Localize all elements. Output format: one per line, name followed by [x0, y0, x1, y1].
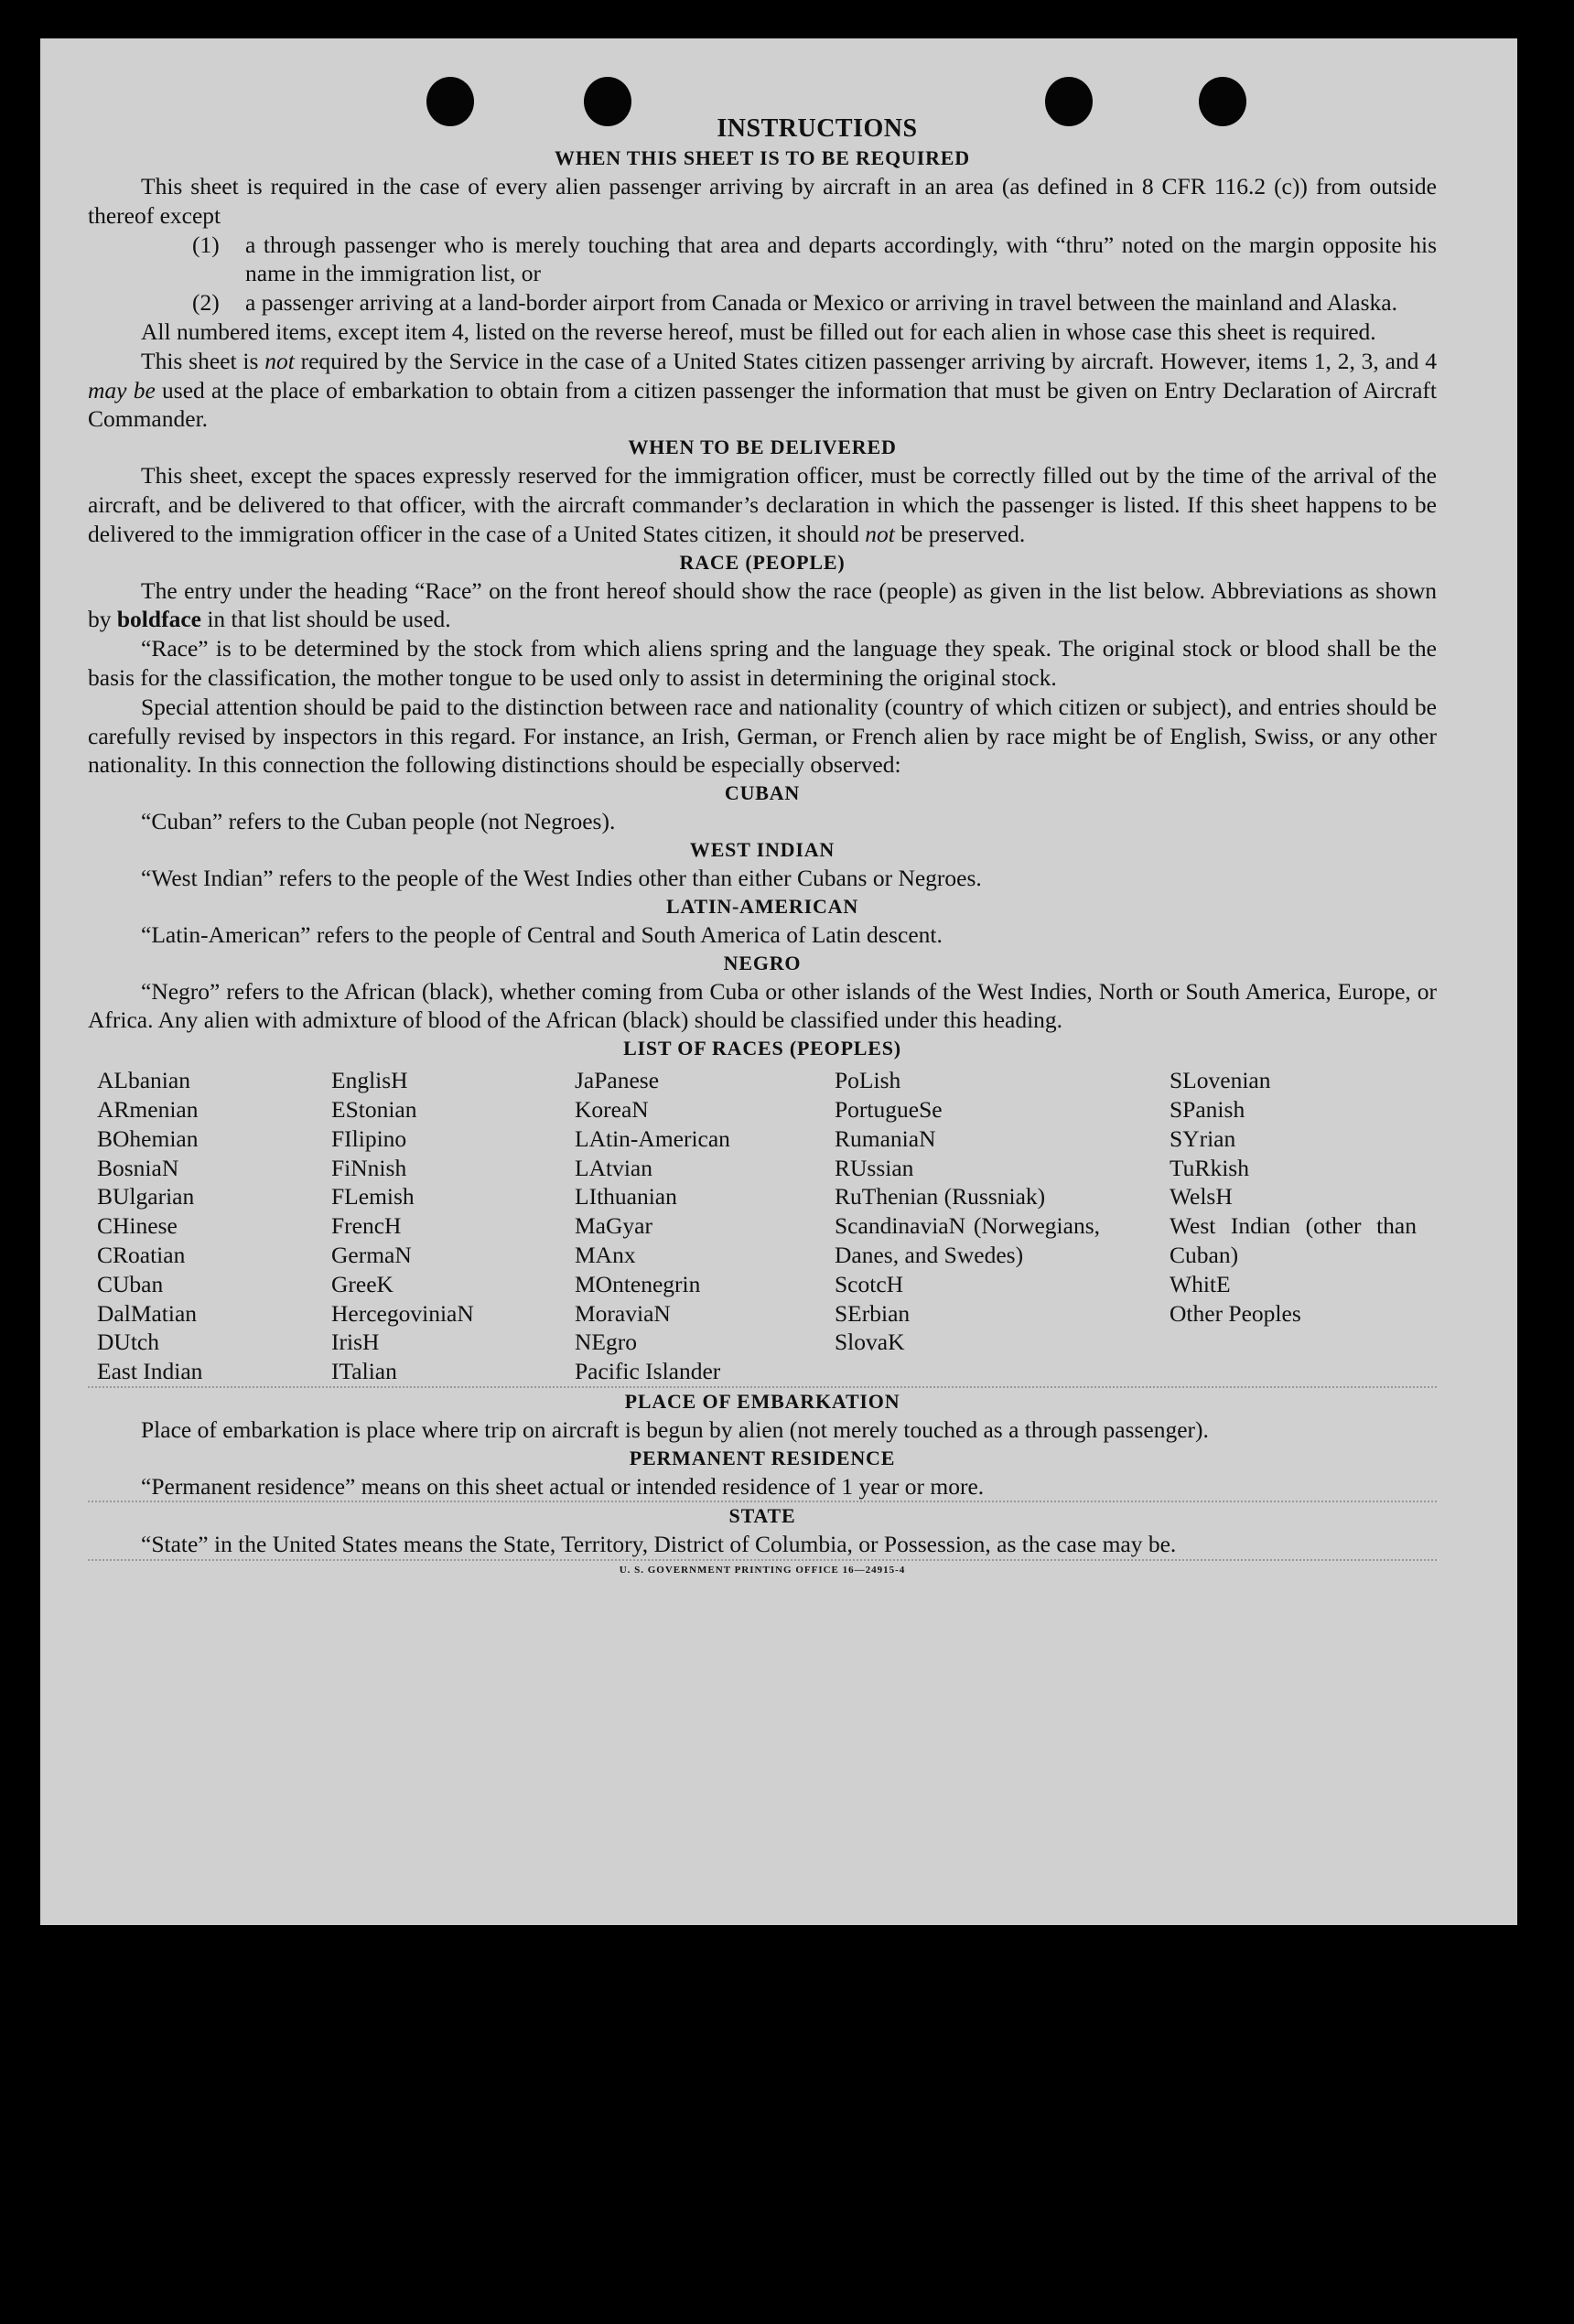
text-run: This sheet is — [141, 347, 265, 374]
text-run: The entry under the heading “Race” on the front hereof should show the race (people) as given in the list below. Abbreviations as shown by — [88, 576, 1437, 633]
race-entry: IrisH — [331, 1329, 380, 1356]
races-column-1 — [97, 1066, 331, 1386]
race-entry: NEgro — [575, 1329, 637, 1356]
race-entry: MaGyar — [575, 1212, 652, 1240]
paragraph: “Negro” refers to the African (black), whether coming from Cuba or other islands of the West Indies, North or South America, Europe, or Africa. Any alien with admixture of blood of the African (black) should be classified under this heading. — [88, 977, 1437, 1034]
race-entry: SYrian — [1170, 1124, 1236, 1152]
text-run: used at the place of embarkation to obtain from a citizen passenger the information that must be given on Entry Declaration of Aircraft Commander. — [88, 376, 1437, 433]
race-entry: MOntenegrin — [575, 1270, 701, 1297]
race-entry: TuRkish — [1170, 1154, 1249, 1181]
paragraph — [88, 347, 1437, 434]
races-column-2 — [331, 1066, 575, 1386]
text-run: required by the Service in the case of a United States citizen passenger arriving by aircraft. However, items 1, 2, 3, and 4 — [294, 347, 1437, 374]
paragraph: “Permanent residence” means on this sheet actual or intended residence of 1 year or more. — [141, 1472, 985, 1500]
race-entry: KoreaN — [575, 1095, 649, 1123]
section-heading-state: STATE — [728, 1504, 796, 1528]
race-entry: East Indian — [97, 1358, 203, 1385]
races-list — [97, 1066, 1437, 1386]
paragraph — [88, 576, 1437, 635]
races-column-5 — [1170, 1066, 1444, 1386]
race-entry: WelsH — [1170, 1183, 1233, 1210]
text-run: in that list should be used. — [200, 606, 451, 633]
race-entry-scandinavian: ScandinaviaN (Norwegians, Danes, and Swedes) — [835, 1212, 1100, 1268]
section-heading-west-indian: WEST INDIAN — [689, 837, 836, 861]
list-item — [192, 231, 1437, 289]
paragraph: “State” in the United States means the State, Territory, District of Columbia, or Possession, as the case may be. — [141, 1531, 1177, 1558]
race-entry: GreeK — [331, 1270, 394, 1297]
text-run-bold: boldface — [116, 606, 201, 633]
races-column-3 — [575, 1066, 835, 1386]
section-heading-cuban: CUBAN — [724, 781, 801, 805]
race-entry: LAtvian — [575, 1154, 652, 1181]
item-number: (2) — [192, 289, 220, 317]
race-entry: FIlipino — [331, 1124, 407, 1152]
race-entry: DalMatian — [97, 1299, 198, 1327]
race-entry: RuThenian (Russniak) — [835, 1183, 1046, 1210]
page-title: INSTRUCTIONS — [717, 114, 918, 143]
text-run-italic: not — [264, 347, 295, 374]
paragraph: All numbered items, except item 4, listed on the reverse hereof, must be filled out for each alien in whose case this sheet is required. — [141, 317, 1376, 345]
race-entry: CRoatian — [97, 1241, 186, 1268]
race-entry: PoLish — [835, 1067, 901, 1094]
text-run-italic: not — [865, 520, 895, 547]
race-entry: FiNnish — [331, 1154, 407, 1181]
section-heading-embarkation: PLACE OF EMBARKATION — [624, 1389, 900, 1413]
race-entry: LAtin-American — [575, 1124, 730, 1152]
paragraph: “Race” is to be determined by the stock from which aliens spring and the language they speak. The original stock or blood shall be the basis for the classification, the mother tongue to be used only to assist in determining the original stock. — [88, 635, 1437, 691]
race-entry: SLovenian — [1170, 1067, 1271, 1094]
race-entry: RUssian — [835, 1154, 914, 1181]
race-entry: WhitE — [1170, 1270, 1231, 1297]
race-entry: ITalian — [331, 1358, 397, 1385]
race-entry: SErbian — [835, 1299, 911, 1327]
race-entry: FrencH — [331, 1212, 402, 1240]
paragraph: “Cuban” refers to the Cuban people (not Negroes). — [141, 808, 616, 835]
race-entry: FLemish — [331, 1183, 415, 1210]
race-entry-west-indian: West Indian (other than Cuban) — [1170, 1212, 1417, 1268]
race-entry: LIthuanian — [575, 1183, 677, 1210]
race-entry: BosniaN — [97, 1154, 179, 1181]
race-entry: HercegoviniaN — [331, 1299, 474, 1327]
race-entry: Pacific Islander — [575, 1358, 721, 1385]
race-entry: JaPanese — [575, 1067, 660, 1094]
race-entry: MoraviaN — [575, 1299, 671, 1327]
paragraph: This sheet is required in the case of every alien passenger arriving by aircraft in an area (as defined in 8 CFR 116.2 (c)) from outside thereof except — [88, 173, 1437, 229]
race-entry: ARmenian — [97, 1095, 199, 1123]
race-entry: BUlgarian — [97, 1183, 195, 1210]
race-entry: GermaN — [331, 1241, 412, 1268]
race-entry: ScotcH — [835, 1270, 904, 1297]
paragraph: “Latin-American” refers to the people of Central and South America of Latin descent. — [141, 920, 943, 948]
section-heading-latin-american: LATIN-AMERICAN — [665, 894, 859, 918]
section-heading-races-list: LIST OF RACES (PEOPLES) — [623, 1037, 901, 1060]
list-item — [192, 288, 1437, 317]
instructions-body — [88, 113, 1437, 1579]
section-heading-negro: NEGRO — [723, 951, 802, 974]
race-entry: BOhemian — [97, 1124, 199, 1152]
section-heading-residence: PERMANENT RESIDENCE — [629, 1446, 896, 1469]
races-column-4 — [835, 1066, 1170, 1386]
paragraph: “West Indian” refers to the people of the West Indies other than either Cubans or Negroes. — [141, 864, 982, 891]
race-entry: EnglisH — [331, 1067, 408, 1094]
race-entry: CUban — [97, 1270, 164, 1297]
text-run: This sheet, except the spaces expressly reserved for the immigration officer, must be correctly filled out by the time of the arrival of the aircraft, and be delivered to that officer, with the aircraft commander’s declaration in which the passenger is listed. If this sheet happens to be delivered to the immigration officer in the case of a United States citizen, it should — [88, 462, 1437, 547]
item-text: a passenger arriving at a land-border airport from Canada or Mexico or arriving in travel between the mainland and Alaska. — [245, 289, 1397, 317]
section-heading-race: RACE (PEOPLE) — [679, 550, 846, 574]
race-entry: SPanish — [1170, 1095, 1245, 1123]
race-entry: MAnx — [575, 1241, 636, 1268]
race-entry: ALbanian — [97, 1067, 190, 1094]
item-number: (1) — [192, 231, 220, 258]
paragraph: Place of embarkation is place where trip on aircraft is begun by alien (not merely touched as a through passenger). — [141, 1415, 1209, 1443]
paragraph: Special attention should be paid to the distinction between race and nationality (country of which citizen or subject), and entries should be carefully revised by inspectors in this regard. For instance, an Irish, German, or French alien by race might be of English, Swiss, or any other nationality. In this connection the following distinctions should be especially observed: — [88, 693, 1437, 779]
section-heading-delivered: WHEN TO BE DELIVERED — [628, 436, 897, 459]
item-text: a through passenger who is merely touching that area and departs accordingly, with “thru” noted on the margin opposite his name in the immigration list, or — [245, 231, 1437, 287]
paragraph — [88, 461, 1437, 548]
race-entry: Other Peoples — [1170, 1299, 1301, 1327]
race-entry: PortugueSe — [835, 1095, 943, 1123]
race-entry: CHinese — [97, 1212, 178, 1240]
race-entry: SlovaK — [835, 1329, 905, 1356]
text-run-italic: may be — [88, 376, 156, 403]
race-entry: RumaniaN — [835, 1124, 936, 1152]
section-heading-required: WHEN THIS SHEET IS TO BE REQUIRED — [555, 146, 970, 169]
printer-imprint: U. S. GOVERNMENT PRINTING OFFICE 16—24915-4 — [619, 1565, 906, 1576]
text-run: be preserved. — [894, 520, 1026, 547]
race-entry: DUtch — [97, 1329, 159, 1356]
race-entry: EStonian — [331, 1095, 417, 1123]
